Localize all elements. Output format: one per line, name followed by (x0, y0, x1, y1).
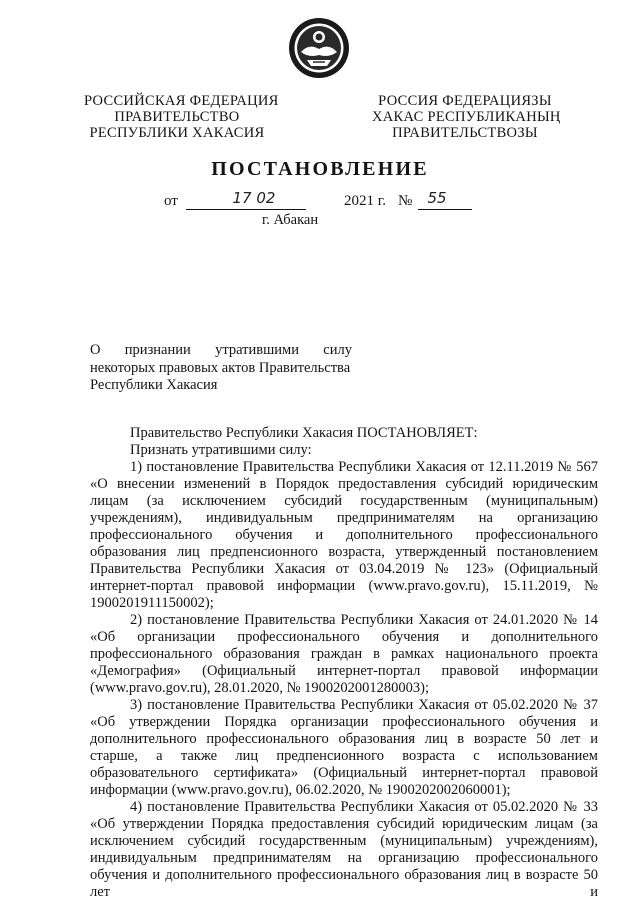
subject-line-2: некоторых правовых актов Правительства (90, 359, 351, 376)
header-left-line-2: ПРАВИТЕЛЬСТВО (114, 109, 240, 125)
header-right-line-2: ХАКАС РЕСПУБЛИКАНЫҢ (372, 109, 561, 125)
subject-block (90, 342, 352, 395)
intro-line: Признать утратившими силу: (130, 442, 312, 458)
subject-line-3: Республики Хакасия (90, 377, 218, 393)
city: г. Абакан (262, 212, 319, 228)
subject-word: утратившими (215, 342, 299, 358)
subject-word: О (90, 342, 101, 358)
header-right-line-3: ПРАВИТЕЛЬСТВОЗЫ (392, 125, 538, 141)
document-body (90, 425, 598, 901)
header-left-block (84, 93, 279, 141)
number-label: № (398, 193, 413, 209)
list-item: 4) постановление Правительства Республики Хакасия от 05.02.2020 № 33 «Об утверждении Порядка предоставления субсидий юридическим лицам (за исключением субсидий государственным (муниципальным) учреждениям), индивидуальным предпринимателям на организацию профессионального обучения и дополнительного профессионального образования лиц в возрасте 50 лет и (90, 799, 598, 900)
number-handwritten: 55 (427, 189, 447, 207)
date-from-label: от (164, 193, 178, 209)
dateline (164, 189, 484, 213)
header-right-block (372, 93, 561, 141)
date-handwritten: 17 02 (232, 189, 276, 207)
decree-line: Правительство Республики Хакасия ПОСТАНОВЛЯЕТ: (130, 425, 478, 441)
header-left-line-3: РЕСПУБЛИКИ ХАКАСИЯ (89, 125, 265, 141)
header-left-line-1: РОССИЙСКАЯ ФЕДЕРАЦИЯ (84, 93, 279, 109)
list-item: 1) постановление Правительства Республики Хакасия от 12.11.2019 № 567 «О внесении изменений в Порядок предоставления субсидий юридическим лицам (за исключением субсидий государственным (муниципальным) учреждениям), индивидуальным предпринимателям на организацию профессионального обучения и дополнительного профессионального образования лиц предпенсионного возраста, утвержденный постановлением Правительства Республики Хакасия от 03.04.2019 № 123» (Официальный интернет-портал правовой информации (www.pravo.gov.ru), 15.11.2019, № 1900201911150002); (90, 459, 598, 611)
document-title: ПОСТАНОВЛЕНИЕ (211, 158, 429, 180)
list-item: 3) постановление Правительства Республики Хакасия от 05.02.2020 № 37 «Об утверждении Порядка организации профессионального обучения и дополнительного профессионального образования лиц в возрасте 50 лет и старше, а также лиц предпенсионного возраста с использованием образовательного сертификата» (Официальный интернет-портал правовой информации (www.pravo.gov.ru), 06.02.2020, № 1900202002060001); (90, 697, 598, 798)
coat-of-arms-emblem (287, 16, 351, 80)
header-right-line-1: РОССИЯ ФЕДЕРАЦИЯЗЫ (378, 93, 552, 109)
list-item: 2) постановление Правительства Республики Хакасия от 24.01.2020 № 14 «Об организации профессионального обучения и дополнительного профессионального образования граждан в рамках национального проекта «Демография» (Официальный интернет-портал правовой информации (www.pravo.gov.ru), 28.01.2020, № 1900202001280003); (90, 612, 598, 696)
subject-word: признании (124, 342, 191, 358)
subject-word: силу (323, 342, 352, 358)
date-year: 2021 г. (344, 193, 386, 209)
subject-line-1 (90, 342, 352, 360)
